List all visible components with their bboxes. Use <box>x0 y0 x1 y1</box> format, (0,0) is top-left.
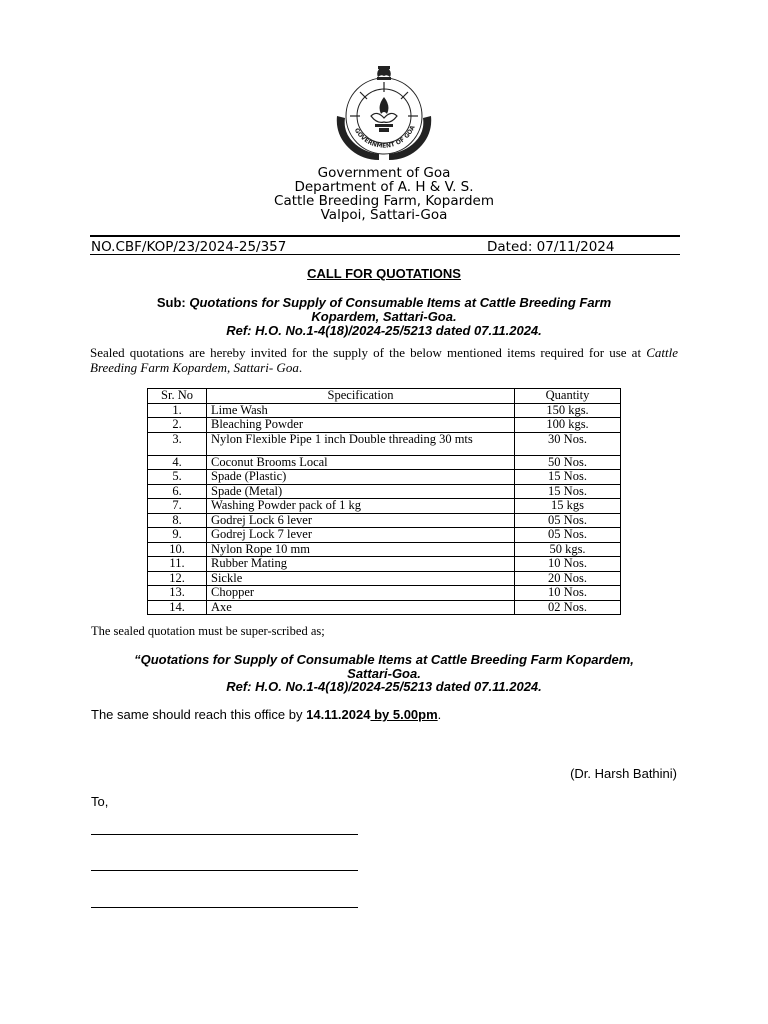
table-row <box>148 455 621 470</box>
specification-cell: Spade (Metal) <box>207 484 515 499</box>
quantity-cell: 50 kgs. <box>515 542 621 557</box>
addressee-blank-line <box>91 907 358 908</box>
addressee-label: To, <box>91 794 109 809</box>
specification-cell: Lime Wash <box>207 403 515 418</box>
signatory-name: (Dr. Harsh Bathini) <box>570 766 677 781</box>
specification-cell: Bleaching Powder <box>207 418 515 433</box>
quantity-cell: 150 kgs. <box>515 403 621 418</box>
quantity-cell: 100 kgs. <box>515 418 621 433</box>
quantity-cell: 10 Nos. <box>515 586 621 601</box>
column-header-sr: Sr. No <box>148 389 207 404</box>
specification-cell: Nylon Rope 10 mm <box>207 542 515 557</box>
quantity-cell: 15 kgs <box>515 499 621 514</box>
document-title: CALL FOR QUOTATIONS <box>307 266 461 281</box>
sr-cell: 2. <box>148 418 207 433</box>
table-row <box>148 600 621 615</box>
sr-cell: 7. <box>148 499 207 514</box>
sr-cell: 13. <box>148 586 207 601</box>
quantity-cell: 15 Nos. <box>515 484 621 499</box>
deadline-time: by 5.00pm <box>370 707 438 722</box>
sr-cell: 9. <box>148 528 207 543</box>
specification-cell: Godrej Lock 6 lever <box>207 513 515 528</box>
reference-date: Dated: 07/11/2024 <box>487 239 615 255</box>
subject-reference-text: Ref: H.O. No.1-4(18)/2024-25/5213 dated 07.11.2024. <box>226 323 542 338</box>
specification-cell: Spade (Plastic) <box>207 470 515 485</box>
quantity-cell: 05 Nos. <box>515 513 621 528</box>
subject-line2 <box>90 309 678 324</box>
table-row <box>148 586 621 601</box>
specification-cell: Washing Powder pack of 1 kg <box>207 499 515 514</box>
sr-cell: 12. <box>148 571 207 586</box>
addressee-blank-line <box>91 870 358 871</box>
specification-cell: Axe <box>207 600 515 615</box>
department-name-line1: Government of Goa <box>317 165 451 181</box>
sr-cell: 1. <box>148 403 207 418</box>
intro-end: . <box>298 360 303 375</box>
subject-reference <box>90 323 678 338</box>
addressee-blank-line <box>91 834 358 835</box>
items-table <box>147 388 621 615</box>
table-row <box>148 557 621 572</box>
quantity-cell: 02 Nos. <box>515 600 621 615</box>
quantity-cell: 20 Nos. <box>515 571 621 586</box>
superscription-line3: Ref: H.O. No.1-4(18)/2024-25/5213 dated 07.11.2024. <box>226 679 542 694</box>
sr-cell: 3. <box>148 432 207 455</box>
subject-label: Sub: <box>156 295 186 310</box>
table-row <box>148 403 621 418</box>
department-name-line3: Cattle Breeding Farm, Kopardem <box>274 193 494 209</box>
column-header-specification: Specification <box>207 389 515 404</box>
quantity-cell: 30 Nos. <box>515 432 621 455</box>
header-divider-bottom <box>90 254 680 255</box>
table-header-row <box>148 389 621 404</box>
superscribe-note: The sealed quotation must be super-scribed as; <box>91 624 325 638</box>
intro-paragraph <box>90 345 678 375</box>
subject-line1 <box>90 295 678 310</box>
sr-cell: 14. <box>148 600 207 615</box>
deadline-date: 14.11.2024 <box>306 707 371 722</box>
table-row <box>148 484 621 499</box>
sr-cell: 4. <box>148 455 207 470</box>
quantity-cell: 50 Nos. <box>515 455 621 470</box>
column-header-quantity: Quantity <box>515 389 621 404</box>
specification-cell: Chopper <box>207 586 515 601</box>
department-name-line2: Department of A. H & V. S. <box>294 179 474 195</box>
specification-cell: Nylon Flexible Pipe 1 inch Double threading 30 mts <box>207 432 515 455</box>
table-row <box>148 470 621 485</box>
intro-place: Cattle Breeding Farm Kopardem, Sattari- Goa <box>90 345 678 375</box>
government-of-goa-emblem-icon <box>329 64 439 168</box>
submission-deadline <box>91 707 441 722</box>
svg-text:GOVERNMENT OF GOA: GOVERNMENT OF GOA <box>352 124 417 150</box>
sr-cell: 10. <box>148 542 207 557</box>
quantity-cell: 05 Nos. <box>515 528 621 543</box>
intro-text: Sealed quotations are hereby invited for the supply of the below mentioned items required for use at <box>90 345 647 360</box>
specification-cell: Rubber Mating <box>207 557 515 572</box>
quantity-cell: 10 Nos. <box>515 557 621 572</box>
table-row <box>148 528 621 543</box>
superscription-line1: “Quotations for Supply of Consumable Items at Cattle Breeding Farm Kopardem, <box>134 652 634 667</box>
header-divider-top <box>90 235 680 237</box>
deadline-end: . <box>437 707 442 722</box>
deadline-text: The same should reach this office by <box>91 707 307 722</box>
specification-cell: Godrej Lock 7 lever <box>207 528 515 543</box>
specification-cell: Coconut Brooms Local <box>207 455 515 470</box>
sr-cell: 11. <box>148 557 207 572</box>
subject-text: Quotations for Supply of Consumable Items at Cattle Breeding Farm <box>189 295 612 310</box>
table-row <box>148 513 621 528</box>
table-row <box>148 542 621 557</box>
sr-cell: 5. <box>148 470 207 485</box>
specification-cell: Sickle <box>207 571 515 586</box>
sr-cell: 6. <box>148 484 207 499</box>
table-row <box>148 571 621 586</box>
superscription-line2: Sattari-Goa. <box>347 666 421 681</box>
department-address: Valpoi, Sattari-Goa <box>320 207 448 223</box>
reference-number: NO.CBF/KOP/23/2024-25/357 <box>91 239 287 255</box>
table-row <box>148 418 621 433</box>
sr-cell: 8. <box>148 513 207 528</box>
subject-text-cont: Kopardem, Sattari-Goa. <box>311 309 457 324</box>
table-row <box>148 499 621 514</box>
table-row <box>148 432 621 455</box>
quantity-cell: 15 Nos. <box>515 470 621 485</box>
